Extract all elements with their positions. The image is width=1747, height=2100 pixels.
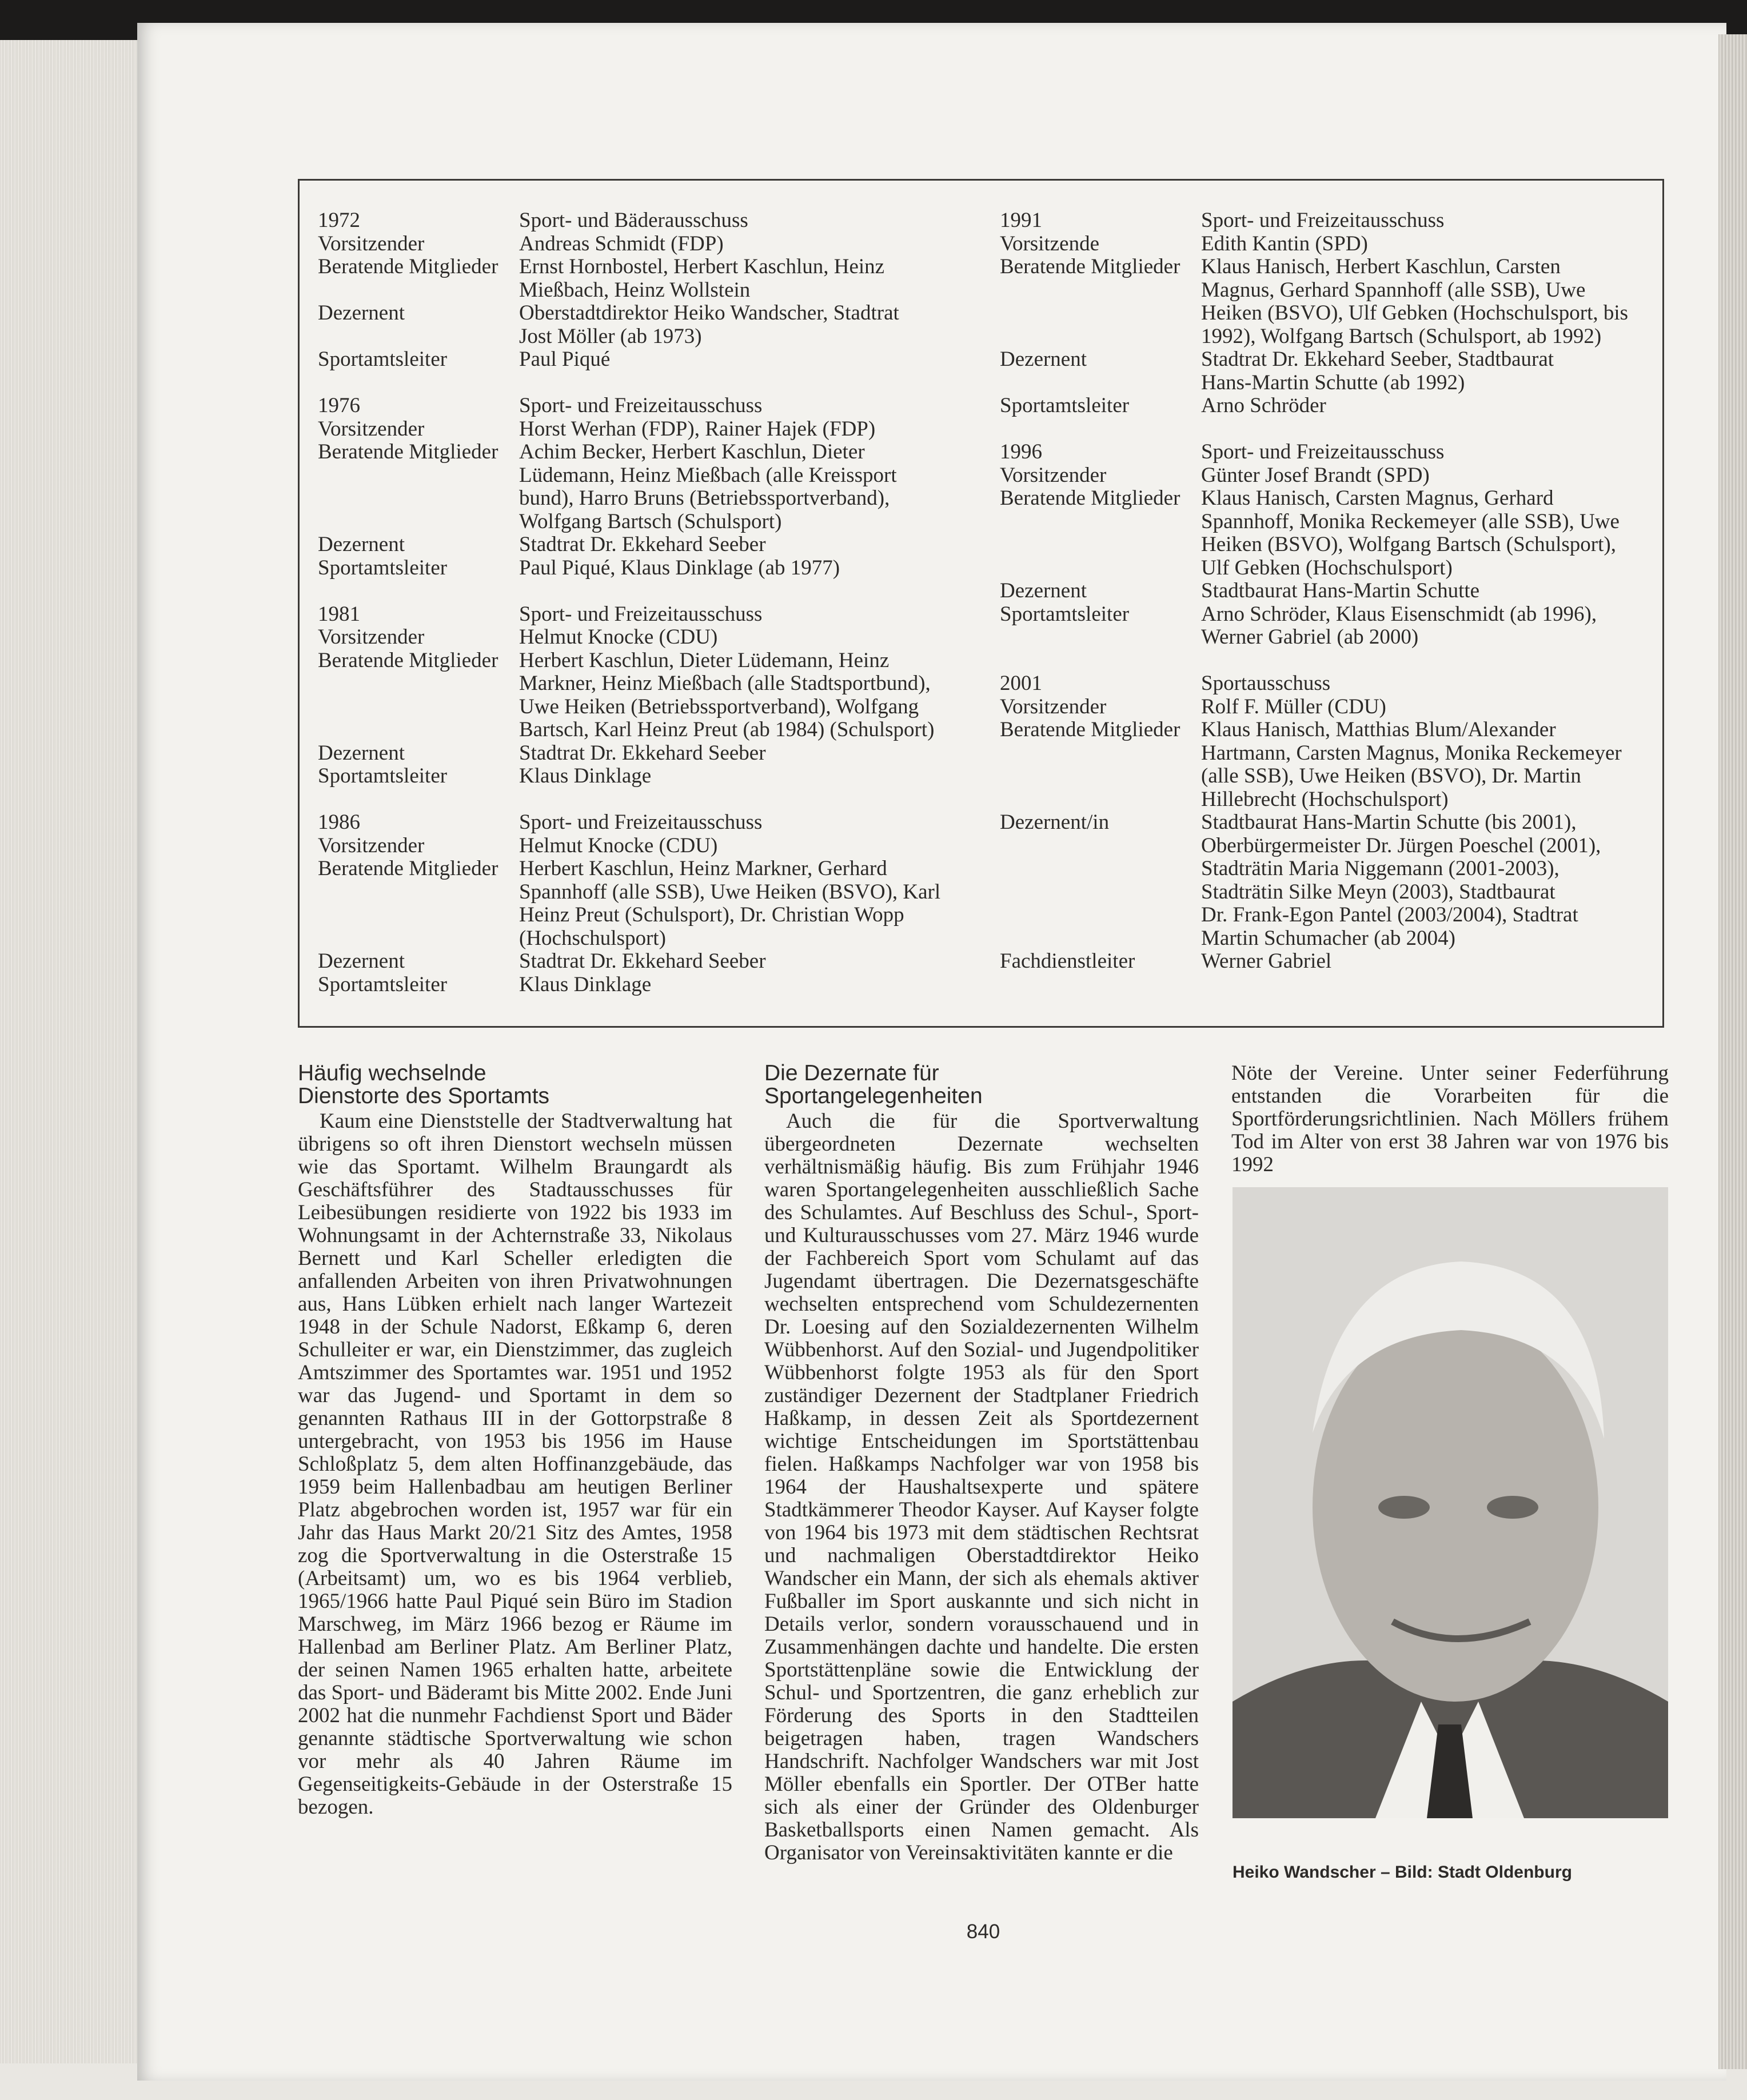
role-names bbox=[1201, 348, 1657, 394]
committee-group bbox=[1000, 209, 1657, 418]
committee-header-row bbox=[318, 394, 984, 418]
names-line: Spannhoff, Monika Reckemeyer (alle SSB), Uwe bbox=[1201, 509, 1620, 533]
role-names bbox=[519, 418, 984, 441]
names-line: Paul Piqué bbox=[519, 348, 611, 371]
table-row bbox=[318, 557, 984, 580]
names-line: Stadtbaurat Hans-Martin Schutte bbox=[1201, 579, 1480, 602]
names-line: Paul Piqué, Klaus Dinklage (ab 1977) bbox=[519, 556, 840, 580]
role-names bbox=[519, 857, 984, 950]
names-line: Klaus Dinklage bbox=[519, 972, 652, 996]
committee-group bbox=[318, 394, 984, 580]
role-label: Sportamtsleiter bbox=[318, 972, 448, 996]
names-line: Herbert Kaschlun, Dieter Lüdemann, Heinz bbox=[519, 648, 890, 672]
portrait-photo bbox=[1233, 1187, 1668, 1818]
table-row bbox=[1000, 950, 1657, 973]
names-line: Hartmann, Carsten Magnus, Monika Reckemeyer bbox=[1201, 741, 1622, 765]
names-line: Oberstadtdirektor Heiko Wandscher, Stadtrat bbox=[519, 301, 899, 325]
role-label: Beratende Mitglieder bbox=[318, 648, 498, 672]
committee-header-row bbox=[1000, 209, 1657, 233]
committee-year: 1996 bbox=[1000, 440, 1042, 464]
names-line: Oberbürgermeister Dr. Jürgen Poeschel (2001), bbox=[1201, 833, 1601, 857]
role-label: Dezernent/in bbox=[1000, 811, 1110, 834]
committee-header-row bbox=[1000, 672, 1657, 696]
names-line: Uwe Heiken (Betriebssportverband), Wolfgang bbox=[519, 694, 919, 718]
committee-year: 1972 bbox=[318, 209, 360, 232]
table-row bbox=[318, 857, 984, 950]
portrait-illustration bbox=[1233, 1187, 1668, 1818]
names-line: (alle SSB), Uwe Heiken (BSVO), Dr. Martin bbox=[1201, 764, 1581, 788]
names-line: Werner Gabriel (ab 2000) bbox=[1201, 625, 1419, 649]
heading-line: Dienstorte des Sportamts bbox=[298, 1084, 550, 1108]
names-line: Hillebrecht (Hochschulsport) bbox=[1201, 787, 1449, 811]
role-label: Vorsitzender bbox=[318, 833, 425, 857]
names-line: Stadträtin Silke Meyn (2003), Stadtbaurat bbox=[1201, 880, 1555, 904]
committee-name: Sport- und Freizeitausschuss bbox=[519, 602, 763, 626]
photo-caption: Heiko Wandscher – Bild: Stadt Oldenburg bbox=[1233, 1863, 1572, 1882]
names-line: Stadtrat Dr. Ekkehard Seeber, Stadtbaurat bbox=[1201, 348, 1554, 371]
role-label: Vorsitzender bbox=[1000, 463, 1107, 487]
table-row bbox=[318, 835, 984, 858]
role-label: Beratende Mitglieder bbox=[318, 255, 498, 278]
role-names bbox=[519, 835, 984, 858]
names-line: Mießbach, Heinz Wollstein bbox=[519, 278, 751, 302]
body-paragraph: Nöte der Vereine. Unter seiner Federführung entstanden die Vorarbeiten für die Sportförderungsrichtlinien. Nach Möllers frühem Tod im Alter von erst 38 Jahren war von 1976 bis 1992 bbox=[1231, 1061, 1669, 1176]
names-line: Edith Kantin (SPD) bbox=[1201, 231, 1368, 255]
text-column-2 bbox=[764, 1062, 1199, 1865]
names-line: Helmut Knocke (CDU) bbox=[519, 833, 718, 857]
committee-year: 1986 bbox=[318, 811, 360, 834]
role-label: Dezernent bbox=[318, 949, 405, 973]
names-line: Jost Möller (ab 1973) bbox=[519, 324, 702, 348]
committee-name: Sportausschuss bbox=[1201, 672, 1331, 695]
role-names bbox=[1201, 580, 1657, 603]
heading-line: Sportangelegenheiten bbox=[764, 1084, 983, 1108]
table-column-right bbox=[1000, 209, 1657, 996]
table-row bbox=[318, 233, 984, 256]
section-heading bbox=[298, 1062, 732, 1108]
table-row bbox=[1000, 696, 1657, 719]
table-row bbox=[318, 765, 984, 788]
names-line: Hans-Martin Schutte (ab 1992) bbox=[1201, 370, 1465, 394]
role-names bbox=[519, 441, 984, 533]
names-line: Dr. Frank-Egon Pantel (2003/2004), Stadtrat bbox=[1201, 903, 1578, 927]
names-line: Ulf Gebken (Hochschulsport) bbox=[1201, 556, 1453, 580]
names-line: (Hochschulsport) bbox=[519, 926, 666, 950]
table-row bbox=[1000, 487, 1657, 580]
text-column-1 bbox=[298, 1062, 732, 1819]
role-names bbox=[1201, 696, 1657, 719]
role-names bbox=[519, 557, 984, 580]
names-line: Stadtrat Dr. Ekkehard Seeber bbox=[519, 741, 766, 765]
committee-name: Sport- und Bäderausschuss bbox=[519, 209, 748, 232]
book-page-edges-right bbox=[1718, 34, 1747, 2069]
role-label: Vorsitzender bbox=[318, 625, 425, 649]
names-line: Lüdemann, Heinz Mießbach (alle Kreissport bbox=[519, 463, 897, 487]
role-names bbox=[519, 765, 984, 788]
table-row bbox=[1000, 394, 1657, 418]
role-names bbox=[1201, 603, 1657, 649]
names-line: Arno Schröder bbox=[1201, 394, 1326, 417]
committee-year: 1976 bbox=[318, 394, 360, 417]
table-row bbox=[318, 441, 984, 533]
table-row bbox=[318, 418, 984, 441]
committee-group bbox=[318, 603, 984, 788]
role-names bbox=[1201, 487, 1657, 580]
table-row bbox=[1000, 811, 1657, 950]
names-line: Günter Josef Brandt (SPD) bbox=[1201, 463, 1430, 487]
role-label: Dezernent bbox=[1000, 348, 1087, 371]
role-label: Sportamtsleiter bbox=[318, 348, 448, 371]
table-row bbox=[318, 973, 984, 997]
body-paragraph: Kaum eine Dienststelle der Stadtverwaltung hat übrigens so oft ihren Dienstort wechseln müssen wie das Sportamt. Wilhelm Braungardt als Geschäftsführer des Stadtausschusses für Leibesübungen residierte von 1922 bis 1933 im Wohnungsamt in der Achternstraße 33, Nikolaus Bernett und Karl Scheller erledigten die anfallenden Arbeiten von ihren Privatwohnungen aus, Hans Lübken erhielt nach langer Wartezeit 1948 in der Schule Nadorst, Eßkamp 6, deren Schulleiter er war, ein Dienstzimmer, das zugleich Amtszimmer des Sportamtes war. 1951 und 1952 war das Jugend- und Sportamt in dem so genannten Rathaus III in der Gottorpstraße 8 untergebracht, von 1953 bis 1956 im Hause Schloßplatz 5, dem alten Hoffinanzgebäude, das 1959 beim Hallenbadbau am heutigen Berliner Platz abgebrochen worden ist, 1957 war für ein Jahr das Haus Markt 20/21 Sitz des Amtes, 1958 zog die Sportverwaltung in die Osterstraße 15 (Arbeitsamt) um, wo es bis 1964 verblieb, 1965/1966 hatte Paul Piqué sein Büro im Stadion Marschweg, im März 1966 bezog er Räume im Hallenbad am Berliner Platz. Am Berliner Platz, der seinen Namen 1965 erhalten hatte, arbeitete das Sport- und Bäderamt bis Mitte 2002. Ende Juni 2002 hat die nunmehr Fachdienst Sport und Bäder genannte städtische Sportverwaltung wie schon vor mehr als 40 Jahren Räume im Gegenseitigkeits-Gebäude in der Osterstraße 15 bezogen. bbox=[298, 1109, 732, 1819]
body-paragraph: Auch die für die Sportverwaltung übergeordneten Dezernate wechselten verhältnismäßig häufig. Bis zum Frühjahr 1946 waren Sportangelegenheiten ausschließlich Sache des Schulamtes. Auf Beschluss des Schul-, Sport- und Kulturausschusses vom 27. März 1946 wurde der Fachbereich Sport vom Schulamt auf das Jugendamt übertragen. Die Dezernatsgeschäfte wechselten entsprechend vom Schuldezernenten Dr. Loesing auf den Sozialdezernenten Wilhelm Wübbenhorst. Auf den Sozial- und Jugendpolitiker Wübbenhorst folgte 1953 als für den Sport zuständiger Dezernent der Stadtplaner Friedrich Haßkamp, in dessen Zeit als Sportdezernent wichtige Entscheidungen im Sportstättenbau fielen. Haßkamps Nachfolger war von 1958 bis 1964 der Haushaltsexperte und spätere Stadtkämmerer Theodor Kayser. Auf Kayser folgte von 1964 bis 1973 mit dem städtischen Rechtsrat und nachmaligen Oberstadtdirektor Heiko Wandscher ein Mann, der sich als ehemals aktiver Fußballer im Sport auskannte und sich nicht in Details verlor, sondern vorausschauend und in Zusammenhängen dachte und handelte. Die ersten Sportstättenpläne sowie die Entwicklung der Schul- und Sportzentren, die ganz erheblich zur Förderung des Sports in den Stadtteilen beigetragen haben, tragen Wandschers Handschrift. Nachfolger Wandschers war mit Jost Möller ebenfalls ein Sportler. Der OTBer hatte sich als einer der Gründer des Oldenburger Basketballsports einen Namen gemacht. Als Organisator von Vereinsaktivitäten kannte er die bbox=[764, 1109, 1199, 1865]
table-row bbox=[1000, 255, 1657, 348]
committee-year: 1991 bbox=[1000, 209, 1042, 232]
table-row bbox=[1000, 348, 1657, 394]
committee-name: Sport- und Freizeitausschuss bbox=[519, 394, 763, 417]
committee-header-row bbox=[1000, 441, 1657, 464]
text-column-3 bbox=[1231, 1062, 1669, 1176]
table-row bbox=[1000, 464, 1657, 488]
table-row bbox=[1000, 580, 1657, 603]
names-line: Klaus Hanisch, Matthias Blum/Alexander bbox=[1201, 718, 1556, 741]
role-label: Beratende Mitglieder bbox=[318, 440, 498, 464]
committee-header-row bbox=[318, 603, 984, 626]
role-names bbox=[1201, 233, 1657, 256]
names-line: Heiken (BSVO), Ulf Gebken (Hochschulsport, bis bbox=[1201, 301, 1629, 325]
role-names bbox=[519, 973, 984, 997]
table-row bbox=[318, 649, 984, 742]
role-label: Sportamtsleiter bbox=[318, 764, 448, 788]
names-line: Helmut Knocke (CDU) bbox=[519, 625, 718, 649]
names-line: Bartsch, Karl Heinz Preut (ab 1984) (Schulsport) bbox=[519, 718, 935, 741]
role-label: Beratende Mitglieder bbox=[1000, 718, 1180, 741]
committee-group bbox=[1000, 441, 1657, 649]
names-line: Magnus, Gerhard Spannhoff (alle SSB), Uwe bbox=[1201, 278, 1586, 302]
table-row bbox=[318, 533, 984, 557]
role-names bbox=[519, 233, 984, 256]
role-names bbox=[519, 950, 984, 973]
committee-name: Sport- und Freizeitausschuss bbox=[1201, 209, 1445, 232]
role-label: Fachdienstleiter bbox=[1000, 949, 1135, 973]
names-line: Ernst Hornbostel, Herbert Kaschlun, Heinz bbox=[519, 255, 885, 278]
role-label: Vorsitzender bbox=[1000, 694, 1107, 718]
committee-year: 2001 bbox=[1000, 672, 1042, 695]
role-label: Dezernent bbox=[318, 301, 405, 325]
officials-table bbox=[298, 179, 1664, 1028]
committee-name: Sport- und Freizeitausschuss bbox=[519, 811, 763, 834]
committee-name: Sport- und Freizeitausschuss bbox=[1201, 440, 1445, 464]
names-line: Rolf F. Müller (CDU) bbox=[1201, 694, 1386, 718]
table-row bbox=[318, 255, 984, 302]
role-label: Beratende Mitglieder bbox=[1000, 486, 1180, 510]
role-label: Beratende Mitglieder bbox=[318, 857, 498, 880]
role-label: Dezernent bbox=[318, 741, 405, 765]
section-heading bbox=[764, 1062, 1199, 1108]
heading-line: Die Dezernate für bbox=[764, 1061, 939, 1085]
role-label: Vorsitzender bbox=[318, 231, 425, 255]
role-names bbox=[1201, 464, 1657, 488]
role-names bbox=[519, 302, 984, 348]
table-row bbox=[1000, 603, 1657, 649]
role-label: Vorsitzender bbox=[318, 417, 425, 441]
role-names bbox=[519, 533, 984, 557]
committee-group bbox=[318, 811, 984, 996]
table-row bbox=[318, 742, 984, 765]
role-label: Vorsitzende bbox=[1000, 231, 1099, 255]
names-line: Heinz Preut (Schulsport), Dr. Christian Wopp bbox=[519, 903, 904, 927]
names-line: Andreas Schmidt (FDP) bbox=[519, 231, 724, 255]
names-line: Klaus Hanisch, Carsten Magnus, Gerhard bbox=[1201, 486, 1554, 510]
committee-header-row bbox=[318, 209, 984, 233]
committee-group bbox=[318, 209, 984, 372]
role-names bbox=[1201, 950, 1657, 973]
role-names bbox=[519, 255, 984, 302]
role-names bbox=[519, 348, 984, 372]
role-names bbox=[1201, 718, 1657, 811]
table-row bbox=[1000, 718, 1657, 811]
role-names bbox=[519, 649, 984, 742]
names-line: Horst Werhan (FDP), Rainer Hajek (FDP) bbox=[519, 417, 876, 441]
role-label: Dezernent bbox=[318, 533, 405, 556]
role-label: Dezernent bbox=[1000, 579, 1087, 602]
role-label: Sportamtsleiter bbox=[1000, 602, 1130, 626]
names-line: Achim Becker, Herbert Kaschlun, Dieter bbox=[519, 440, 865, 464]
names-line: Spannhoff (alle SSB), Uwe Heiken (BSVO), Karl bbox=[519, 880, 941, 904]
names-line: Klaus Dinklage bbox=[519, 764, 652, 788]
table-row bbox=[318, 302, 984, 348]
table-row bbox=[318, 950, 984, 973]
names-line: Heiken (BSVO), Wolfgang Bartsch (Schulsport), bbox=[1201, 533, 1616, 556]
names-line: Martin Schumacher (ab 2004) bbox=[1201, 926, 1455, 950]
role-names bbox=[1201, 255, 1657, 348]
page-number: 840 bbox=[966, 1921, 1000, 1943]
names-line: Arno Schröder, Klaus Eisenschmidt (ab 1996), bbox=[1201, 602, 1597, 626]
committee-header-row bbox=[318, 811, 984, 835]
role-names bbox=[1201, 394, 1657, 418]
names-line: bund), Harro Bruns (Betriebssportverband), bbox=[519, 486, 890, 510]
table-row bbox=[1000, 233, 1657, 256]
role-names bbox=[519, 626, 984, 649]
names-line: Markner, Heinz Mießbach (alle Stadtsportbund), bbox=[519, 672, 931, 695]
names-line: Wolfgang Bartsch (Schulsport) bbox=[519, 509, 782, 533]
table-row bbox=[318, 626, 984, 649]
table-row bbox=[318, 348, 984, 372]
names-line: Klaus Hanisch, Herbert Kaschlun, Carsten bbox=[1201, 255, 1561, 278]
names-line: 1992), Wolfgang Bartsch (Schulsport, ab 1992) bbox=[1201, 324, 1602, 348]
role-label: Beratende Mitglieder bbox=[1000, 255, 1180, 278]
names-line: Stadträtin Maria Niggemann (2001-2003), bbox=[1201, 857, 1559, 880]
role-names bbox=[519, 742, 984, 765]
role-names bbox=[1201, 811, 1657, 950]
table-column-left bbox=[318, 209, 984, 1020]
committee-group bbox=[1000, 672, 1657, 973]
names-line: Stadtrat Dr. Ekkehard Seeber bbox=[519, 533, 766, 556]
names-line: Stadtrat Dr. Ekkehard Seeber bbox=[519, 949, 766, 973]
heading-line: Häufig wechselnde bbox=[298, 1061, 486, 1085]
book-page-edges bbox=[0, 40, 137, 2063]
names-line: Herbert Kaschlun, Heinz Markner, Gerhard bbox=[519, 857, 887, 880]
names-line: Werner Gabriel bbox=[1201, 949, 1332, 973]
role-label: Sportamtsleiter bbox=[318, 556, 448, 580]
committee-year: 1981 bbox=[318, 602, 360, 626]
names-line: Stadtbaurat Hans-Martin Schutte (bis 2001), bbox=[1201, 811, 1577, 834]
role-label: Sportamtsleiter bbox=[1000, 394, 1130, 417]
